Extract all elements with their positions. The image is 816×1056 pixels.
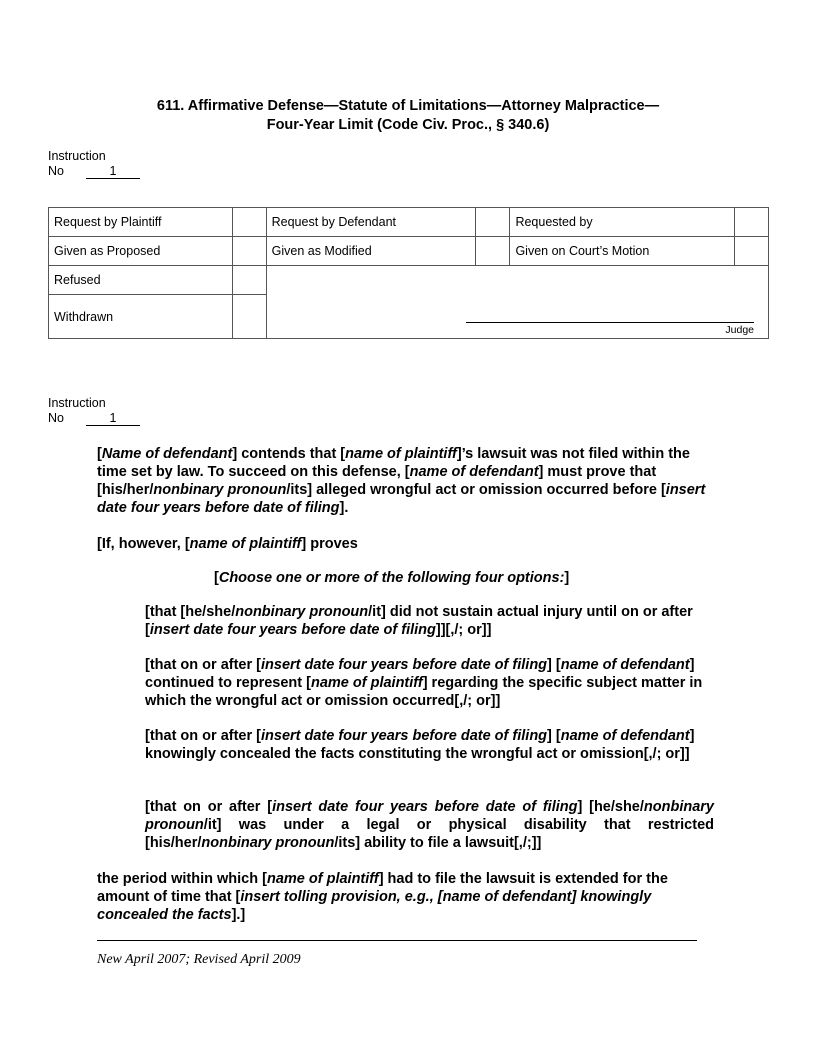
judge-signature-area [266,266,768,339]
request-status-table [48,207,769,339]
withdrawn-label: Withdrawn [49,295,233,339]
request-by-defendant-label: Request by Defendant [266,208,476,237]
request-by-plaintiff-box[interactable] [232,208,266,237]
given-as-proposed-label: Given as Proposed [49,237,233,266]
instruction-number-block-bottom [48,396,140,426]
instruction-no-label: No [48,163,64,178]
given-as-modified-box[interactable] [476,237,510,266]
option-1: [that [he/she/nonbinary pronoun/it] did not sustain actual injury until on or after [insert date four years before date of filing]][,/; or]] [145,604,693,638]
given-as-proposed-box[interactable] [232,237,266,266]
option-2: [that on or after [insert date four years before date of filing] [name of defendant] continued to represent [name of plaintiff] regarding the specific subject matter in which the wrongful act or omission occurred[,/; or]] [145,657,703,709]
instruction-label: Instruction [48,396,106,410]
instruction-label: Instruction [48,149,106,163]
option-4: [that on or after [insert date four years before date of filing] [he/she/nonbinary pronoun/it] was under a legal or physical disability that restricted [his/her/nonbinary pronoun/its] ability to file a lawsuit[,/;]] [145,799,714,851]
instruction-no-label: No [48,410,64,425]
refused-box[interactable] [232,266,266,295]
judge-signature-line[interactable] [466,322,754,323]
options-instruction: [Choose one or more of the following four options:] [214,570,570,586]
instruction-title [0,97,816,135]
instruction-paragraph-1: [Name of defendant] contends that [name of plaintiff]’s lawsuit was not filed within the time set by law. To succeed on this defense, [name of defendant] must prove that [his/her/nonbinary pronoun/its] alleged wrongful act or omission occurred before [insert date four years before date of filing]. [97,446,706,516]
instruction-number: 1 [86,164,140,179]
request-by-plaintiff-label: Request by Plaintiff [49,208,233,237]
instruction-number-block-top [48,149,140,179]
title-line-2: Four-Year Limit (Code Civ. Proc., § 340.6) [266,117,550,133]
requested-by-label: Requested by [510,208,735,237]
closing-paragraph: the period within which [name of plaintiff] had to file the lawsuit is extended for the amount of time that [insert tolling provision, e.g., [name of defendant] knowingly concealed the facts].] [97,871,668,923]
refused-label: Refused [49,266,233,295]
instruction-paragraph-2: [If, however, [name of plaintiff] proves [97,536,358,552]
judge-label: Judge [725,324,754,336]
title-line-1: 611. Affirmative Defense—Statute of Limitations—Attorney Malpractice— [156,98,660,114]
given-as-modified-label: Given as Modified [266,237,476,266]
instruction-number: 1 [86,411,140,426]
given-on-courts-motion-label: Given on Court’s Motion [510,237,735,266]
requested-by-box[interactable] [735,208,769,237]
withdrawn-box[interactable] [232,295,266,339]
footer-divider [97,940,697,941]
option-3: [that on or after [insert date four years before date of filing] [name of defendant] knowingly concealed the facts constituting the wrongful act or omission[,/; or]] [145,728,695,762]
request-by-defendant-box[interactable] [476,208,510,237]
given-on-courts-motion-box[interactable] [735,237,769,266]
revision-history: New April 2007; Revised April 2009 [97,952,301,967]
